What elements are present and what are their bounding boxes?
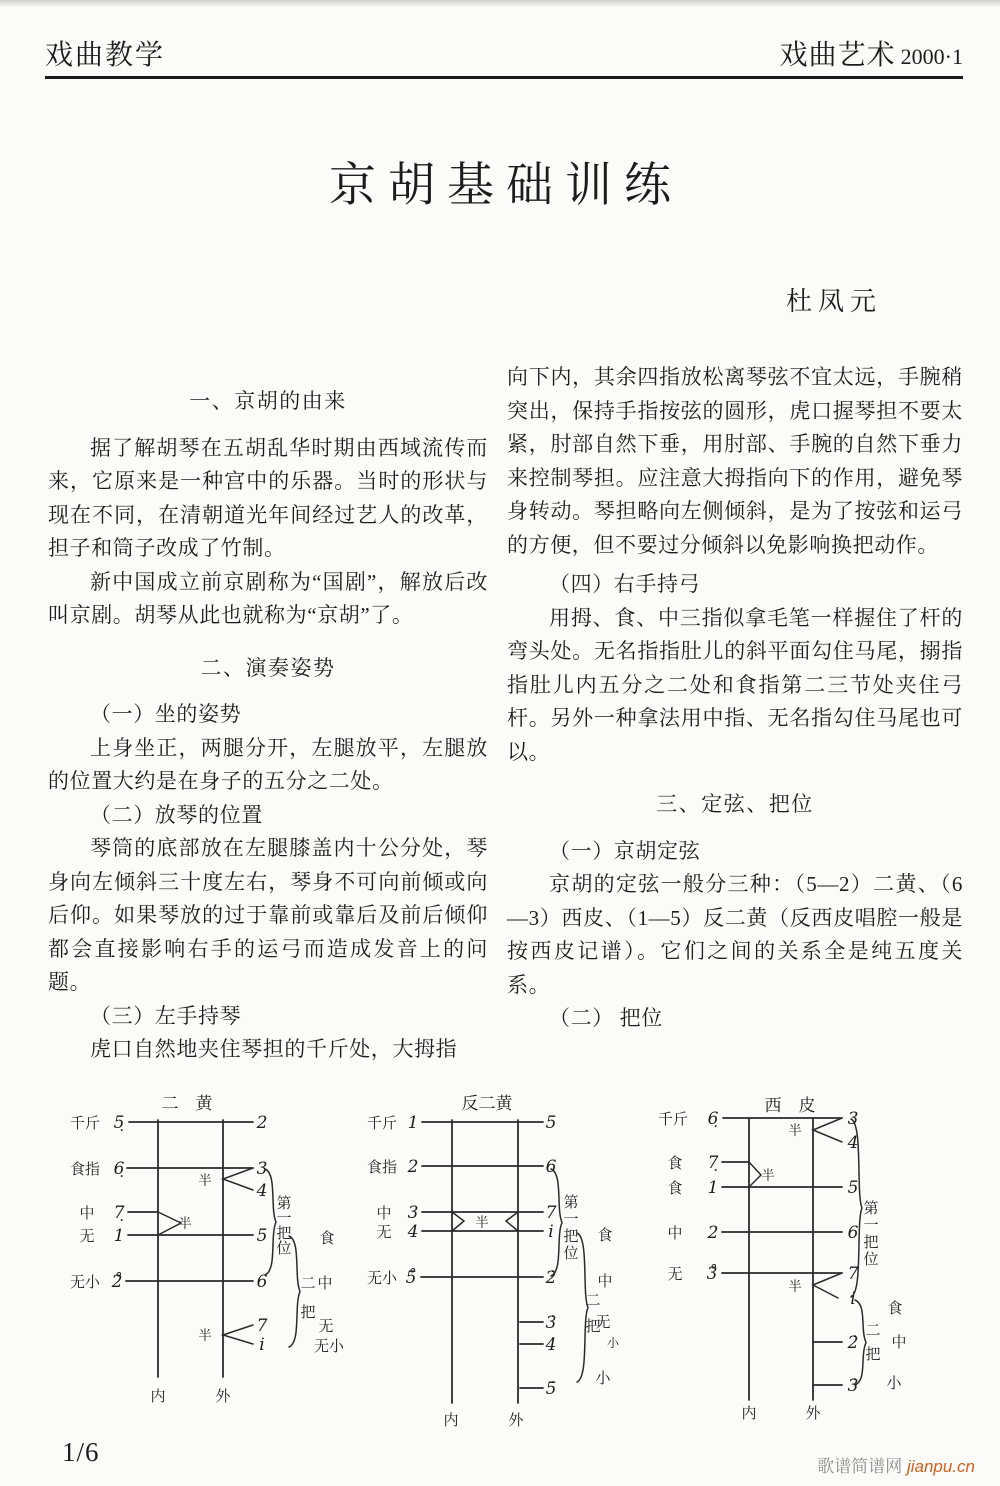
sub-heading: （四）右手持弓 <box>549 572 701 596</box>
outer-string-note: 3 <box>847 1109 859 1129</box>
inner-string-note: 5̣ <box>113 1113 125 1133</box>
section-heading: 三、定弦、把位 <box>656 792 814 816</box>
finger-row-label: 千斤 <box>657 1110 689 1128</box>
outer-string-note: 7 <box>256 1316 268 1336</box>
outer-string-note: 5̇ <box>545 1379 557 1399</box>
outer-string-note: 6 <box>545 1157 557 1177</box>
position-label-char: 把 <box>585 1317 601 1335</box>
inner-string-note: 1 <box>407 1113 419 1133</box>
finger-row-label: 中 <box>79 1204 95 1222</box>
position-label-char: 第 <box>563 1193 579 1211</box>
finger-row-label: 无小 <box>366 1269 398 1287</box>
half-step-mark: 半 <box>788 1123 802 1139</box>
finger-label: 无小 <box>313 1337 345 1355</box>
outer-string-note: i <box>548 1222 554 1242</box>
half-step-mark: 半 <box>198 1328 212 1344</box>
finger-label: 食 <box>597 1226 613 1244</box>
outer-string-note: i <box>850 1289 856 1309</box>
inner-string-note: 2 <box>407 1157 419 1177</box>
page-number: 1/6 <box>62 1437 100 1467</box>
diagram-canvas-xipi <box>650 1085 930 1435</box>
finger-row-label: 千斤 <box>69 1114 101 1132</box>
sub-heading: （二）放琴的位置 <box>90 802 263 827</box>
outer-string-note: 3̇ <box>545 1313 557 1333</box>
outer-string-note: 3 <box>256 1159 268 1179</box>
string-side-label: 外 <box>215 1387 231 1405</box>
inner-string-note: 2 <box>707 1223 719 1243</box>
journal-name: 戏曲艺术 <box>779 40 896 71</box>
paragraph: 新中国成立前京剧称为“国剧”，解放后改叫京剧。胡琴从此也就称为“京胡”了。 <box>48 569 488 627</box>
position-label-char: 位 <box>563 1244 579 1262</box>
finger-row-label: 千斤 <box>366 1114 398 1132</box>
outer-string-note: 5 <box>256 1226 268 1246</box>
string-side-label: 外 <box>508 1411 524 1429</box>
diagram-fan-erhuang-positions <box>355 1085 665 1440</box>
inner-string-note: 3 <box>407 1203 419 1223</box>
finger-row-label: 食 <box>667 1179 683 1197</box>
paragraph: 向下内，其余四指放松离琴弦不宜太远，手腕稍突出，保持手指按弦的圆形，虎口握琴担不要太紧，肘部自然下垂，用肘部、手腕的自然下垂力来控制琴担。应注意大拇指向下的作用，避免琴身转动。琴担略向左侧倾斜，是为了按弦和运弓的方便，但不要过分倾斜以免影响换把动作。 <box>507 365 963 557</box>
finger-label: 小 <box>886 1374 902 1392</box>
finger-label: 食 <box>319 1229 335 1247</box>
inner-string-note: 7̣ <box>707 1153 719 1173</box>
inner-string-note: 1 <box>113 1226 125 1246</box>
finger-label: 中 <box>597 1272 613 1290</box>
finger-row-label: 中 <box>376 1204 392 1222</box>
outer-string-note: 2 <box>256 1113 268 1133</box>
position-label-char: 把 <box>276 1224 292 1242</box>
outer-string-note: 6 <box>256 1272 268 1292</box>
position-label-char: 一 <box>276 1209 292 1227</box>
inner-string-note: 3̊ <box>706 1264 718 1284</box>
string-side-label: 内 <box>741 1404 757 1422</box>
position-label-char: 二 <box>585 1291 601 1309</box>
left-column <box>48 385 488 1067</box>
diagram-title: 西 皮 <box>764 1096 816 1116</box>
position-label-char: 第 <box>276 1194 292 1212</box>
scan-edge <box>0 0 1000 7</box>
outer-string-note: 3̇ <box>847 1376 859 1396</box>
finger-label: 小 <box>606 1336 620 1350</box>
header-journal-label <box>780 33 963 73</box>
watermark-url: jianpu.cn <box>906 1457 975 1476</box>
sub-heading: （一）京胡定弦 <box>549 838 701 863</box>
position-label-char: 把 <box>563 1227 579 1245</box>
half-step-mark: 半 <box>761 1168 775 1184</box>
inner-string-note: 1 <box>707 1178 719 1198</box>
outer-string-note: 7 <box>545 1203 557 1223</box>
sub-heading: （一）坐的姿势 <box>90 702 242 726</box>
paragraph: 琴筒的底部放在左腿膝盖内十公分处，琴身向左倾斜三十度左右，琴身不可向前倾或向后仰。如果琴放的过于靠前或靠后及前后倾仰都会直接影响右手的运弓而造成发音上的问题。 <box>48 836 488 994</box>
outer-string-note: 2̇ <box>545 1268 557 1288</box>
position-label-char: 把 <box>865 1345 881 1363</box>
position-label-char: 一 <box>563 1210 579 1228</box>
page-title: 京胡基础训练 <box>329 160 683 212</box>
diagram-title: 二 黄 <box>161 1094 213 1114</box>
half-step-mark: 半 <box>788 1279 802 1295</box>
right-column <box>507 361 963 1036</box>
sub-heading: （三）左手持琴 <box>90 1003 242 1028</box>
position-label-char: 一 <box>863 1216 879 1234</box>
inner-string-note: 5̊ <box>405 1268 417 1288</box>
finger-row-label: 无 <box>667 1265 683 1283</box>
inner-string-note: 7̣ <box>113 1203 125 1223</box>
finger-label: 中 <box>317 1274 333 1292</box>
diagram-canvas-fan-erhuang <box>355 1085 665 1440</box>
finger-row-label: 食 <box>667 1154 683 1172</box>
header-rule <box>45 76 963 79</box>
position-label-char: 第 <box>863 1199 879 1217</box>
finger-label: 食 <box>887 1299 903 1317</box>
paragraph: 京胡的定弦一般分三种：（5—2）二黄、（6—3）西皮、（1—5）反二黄（反西皮唱腔一般是按西皮记谱）。它们之间的关系全是纯五度关系。 <box>507 872 963 997</box>
diagram-erhuang-positions <box>55 1085 355 1415</box>
outer-string-note: 5 <box>847 1178 859 1198</box>
diagram-xipi-positions <box>650 1085 930 1435</box>
outer-string-note: i <box>259 1335 265 1355</box>
finger-row-label: 中 <box>667 1224 683 1242</box>
half-step-mark: 半 <box>475 1215 489 1231</box>
half-step-mark: 半 <box>198 1173 212 1189</box>
inner-string-note: 6̣ <box>113 1159 125 1179</box>
paragraph: 据了解胡琴在五胡乱华时期由西域流传而来，它原来是一种宫中的乐器。当时的形状与现在不同，在清朝道光年间经过艺人的改革，担子和筒子改成了竹制。 <box>48 435 488 560</box>
inner-string-note: 6̣ <box>707 1109 719 1129</box>
position-label-char: 二 <box>865 1321 881 1339</box>
outer-string-note: 6 <box>847 1223 859 1243</box>
finger-row-label: 无 <box>376 1223 392 1241</box>
finger-label: 中 <box>891 1333 907 1351</box>
string-side-label: 内 <box>443 1411 459 1429</box>
paragraph: 上身坐正，两腿分开，左腿放平，左腿放的位置大约是在身子的五分之二处。 <box>48 735 488 793</box>
outer-string-note: 4 <box>256 1181 268 1201</box>
diagram-canvas-erhuang <box>55 1085 355 1415</box>
position-label-char: 位 <box>863 1250 879 1268</box>
finger-row-label: 无小 <box>69 1273 101 1291</box>
inner-string-note: 2̊ <box>111 1272 123 1292</box>
position-label-char: 位 <box>276 1239 292 1257</box>
diagram-title: 反二黄 <box>461 1094 513 1114</box>
sub-heading: （二） 把位 <box>549 1006 663 1030</box>
header-section-label: 戏曲教学 <box>45 40 166 71</box>
position-label-char: 把 <box>300 1303 316 1321</box>
finger-label: 无 <box>595 1313 611 1331</box>
journal-issue: 2000·1 <box>900 44 963 69</box>
author-name: 杜凤元 <box>786 287 883 316</box>
finger-label: 无 <box>318 1317 334 1335</box>
finger-row-label: 食指 <box>69 1160 101 1178</box>
finger-label: 小 <box>595 1369 611 1387</box>
inner-string-note: 4 <box>407 1222 419 1242</box>
half-step-mark: 半 <box>178 1216 192 1232</box>
paragraph: 虎口自然地夹住琴担的千斤处，大拇指 <box>90 1037 458 1061</box>
watermark-site-name: 歌谱简谱网 <box>817 1457 903 1476</box>
string-side-label: 外 <box>805 1404 821 1422</box>
outer-string-note: 4 <box>847 1133 859 1153</box>
finger-row-label: 无 <box>79 1227 95 1245</box>
watermark <box>817 1452 975 1477</box>
position-label-char: 把 <box>863 1233 879 1251</box>
outer-string-note: 5 <box>545 1113 557 1133</box>
section-heading: 一、京胡的由来 <box>189 389 347 413</box>
paragraph: 用拇、食、中三指似拿毛笔一样握住了杆的弯头处。无名指指肚儿的斜平面勾住马尾，搦指指肚儿内五分之二处和食指第二三节处夹住弓杆。另外一种拿法用中指、无名指勾住马尾也可以。 <box>507 605 963 764</box>
outer-string-note: 7 <box>847 1264 859 1284</box>
finger-row-label: 食指 <box>366 1158 398 1176</box>
outer-string-note: 4̇ <box>545 1335 557 1355</box>
position-label-char: 二 <box>300 1274 316 1292</box>
section-heading: 二、演奏姿势 <box>200 655 336 680</box>
string-side-label: 内 <box>150 1387 166 1405</box>
outer-string-note: 2̇ <box>847 1333 859 1353</box>
